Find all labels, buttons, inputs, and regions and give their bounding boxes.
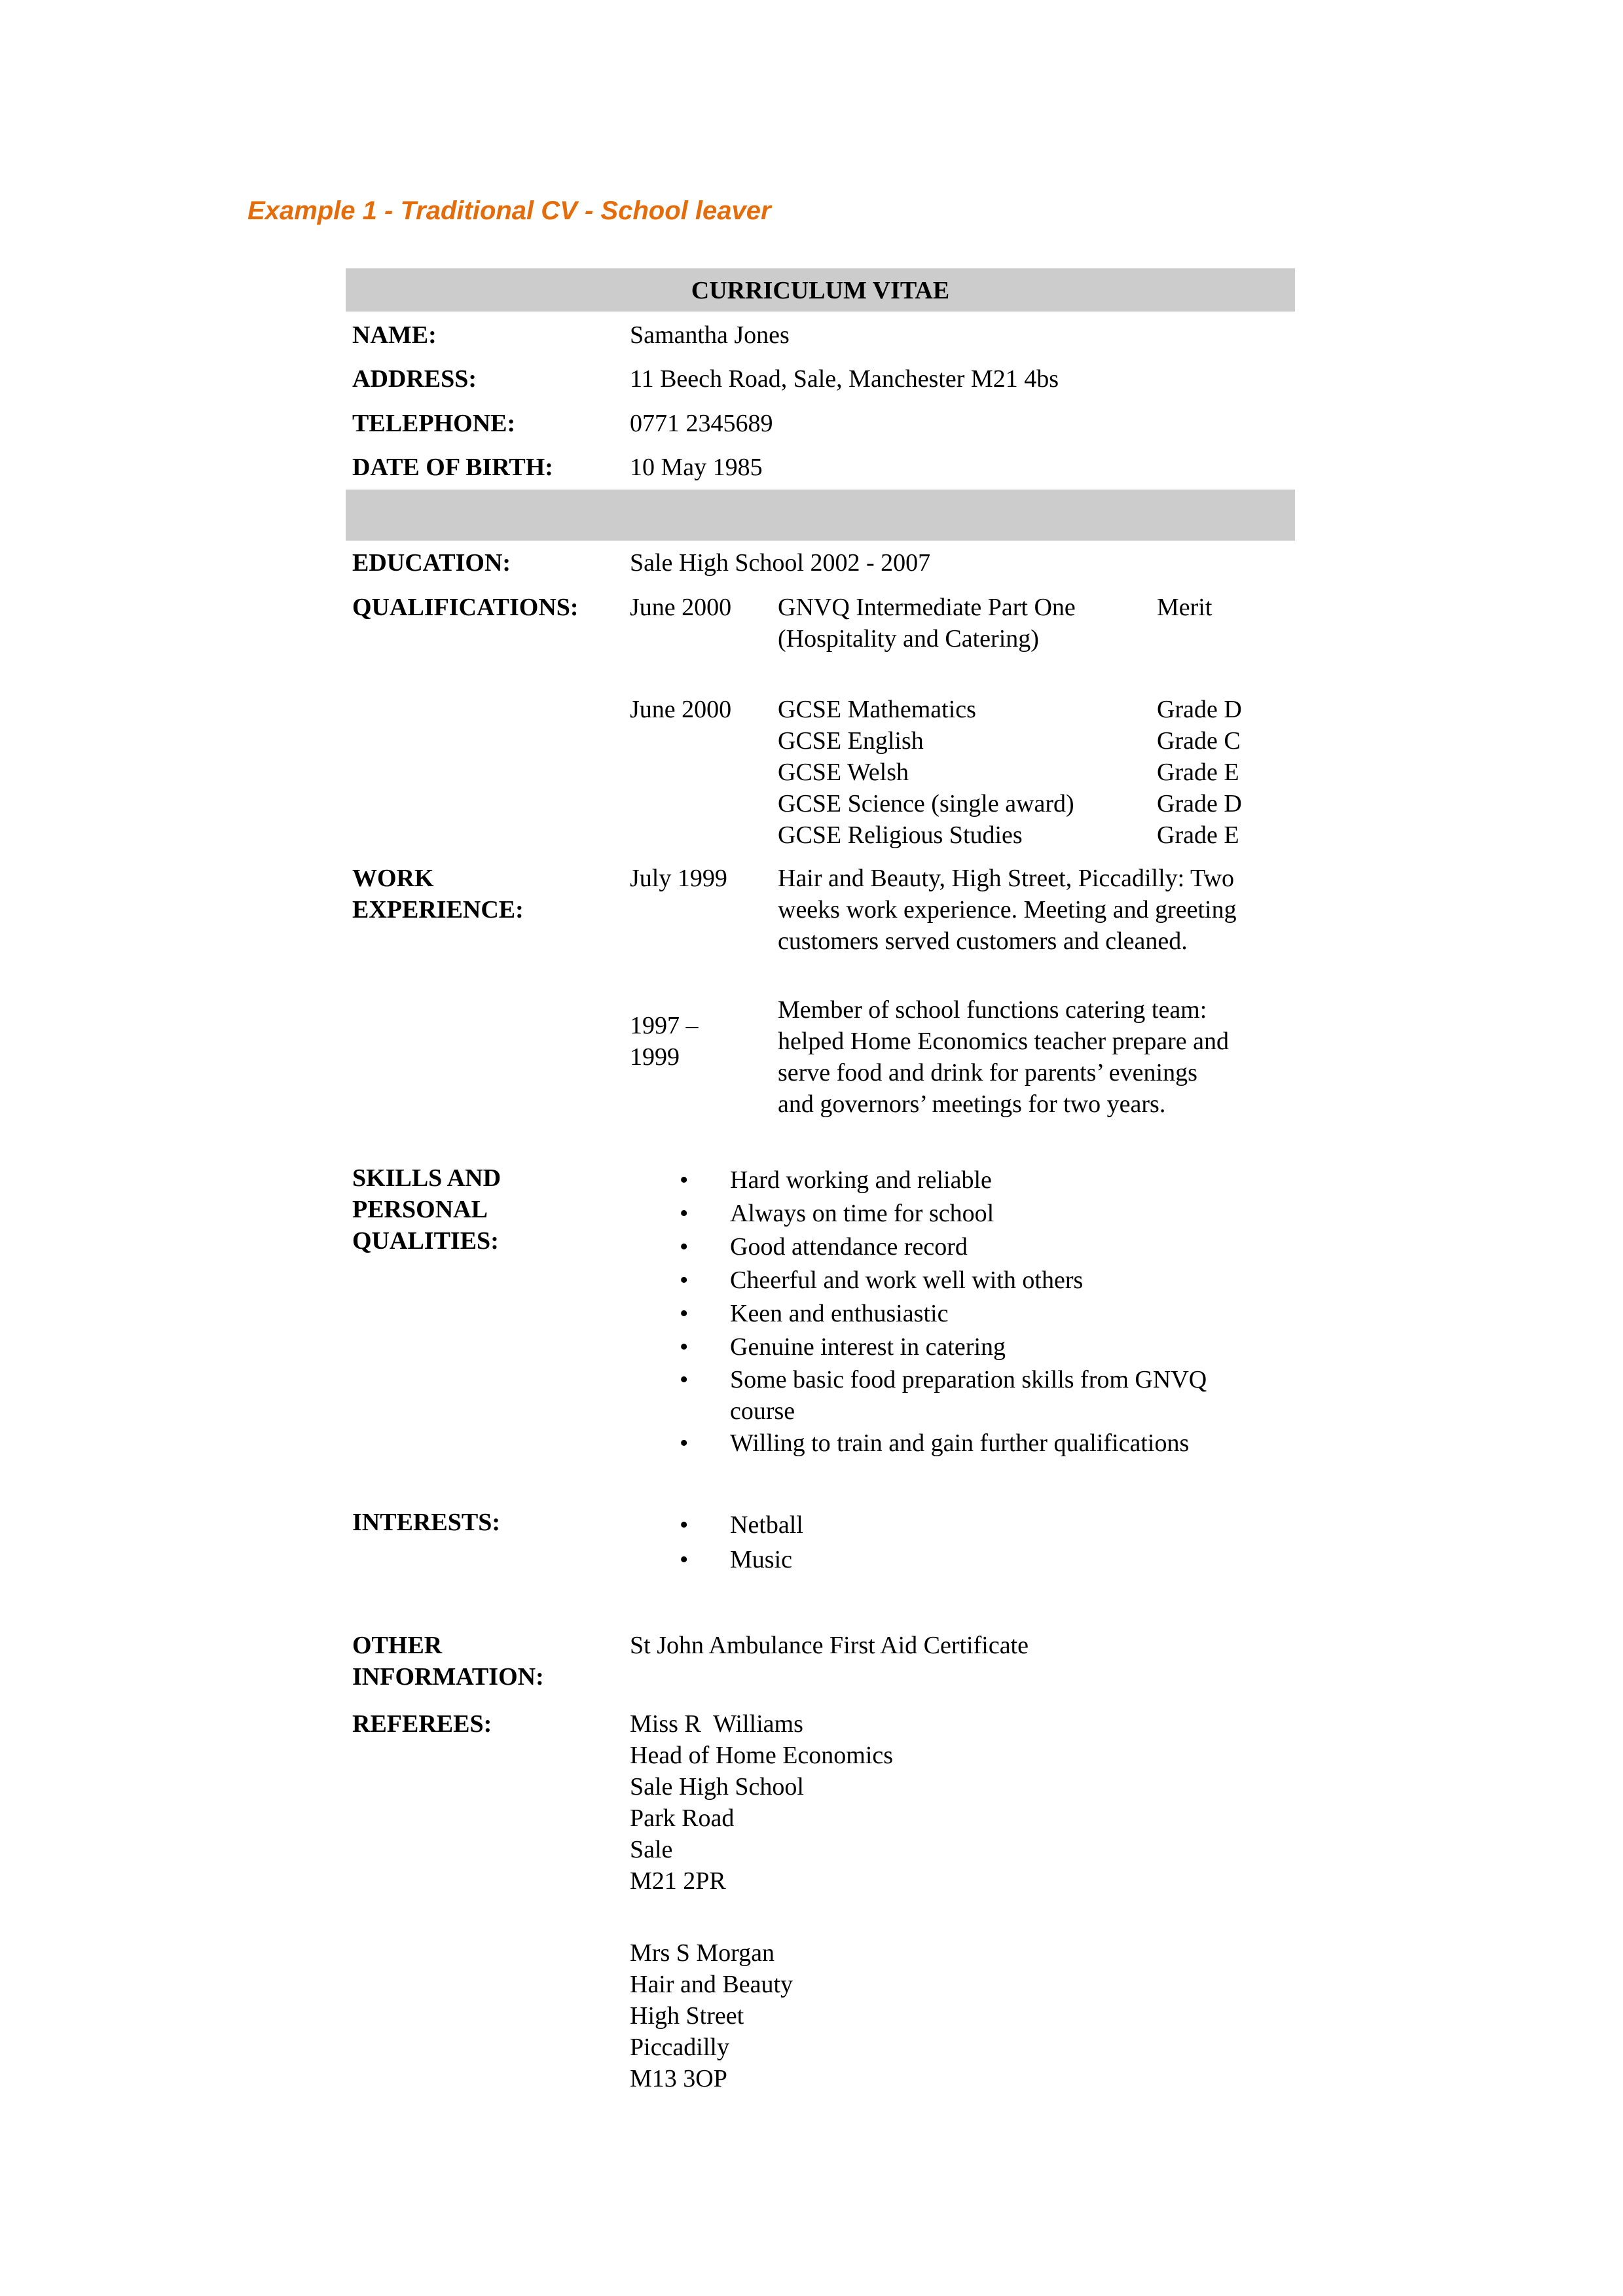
list-item: [680, 1297, 1207, 1331]
skills-label-line: QUALITIES:: [352, 1227, 499, 1255]
work-desc-line: Member of school functions catering team:: [778, 996, 1207, 1024]
bullet-icon: •: [680, 1300, 689, 1327]
referee-line: Mrs S Morgan: [630, 1939, 775, 1967]
gnvq-title-line: GNVQ Intermediate Part One: [778, 594, 1076, 621]
work-date-line: 1997 –: [630, 1012, 699, 1039]
skill-text: Genuine interest in catering: [730, 1333, 1006, 1361]
work-date-line: July 1999: [630, 865, 727, 892]
work-entry-1-date: [630, 863, 727, 894]
other-information-label: [352, 1630, 544, 1693]
gcse-subject: GCSE Religious Studies: [778, 821, 1023, 849]
bullet-icon: •: [680, 1546, 689, 1573]
qualifications-label: QUALIFICATIONS:: [352, 594, 579, 621]
gcse-date: June 2000: [630, 696, 732, 723]
list-item: [680, 1543, 803, 1577]
work-entry-2-date: [630, 1010, 699, 1073]
gcse-grade: Grade E: [1157, 821, 1239, 849]
gcse-grades: [1157, 694, 1242, 851]
gcse-subject: GCSE Welsh: [778, 759, 909, 786]
dob-label: DATE OF BIRTH:: [352, 454, 553, 481]
interests-list: [680, 1508, 803, 1577]
referee-line: Piccadilly: [630, 2034, 729, 2061]
skills-label-line: SKILLS AND: [352, 1164, 501, 1192]
section-divider-band: [346, 490, 1295, 541]
gcse-grade: Grade C: [1157, 727, 1241, 755]
referee-line: Sale High School: [630, 1773, 804, 1801]
list-item: [680, 1264, 1207, 1297]
referee-2: [630, 1937, 793, 2094]
referee-line: M21 2PR: [630, 1867, 726, 1895]
referee-line: Hair and Beauty: [630, 1971, 793, 1998]
other-label-line: OTHER: [352, 1632, 443, 1659]
gnvq-grade: Merit: [1157, 594, 1213, 621]
gnvq-title-line: (Hospitality and Catering): [778, 625, 1039, 653]
bullet-icon: •: [680, 1511, 689, 1539]
skills-list: [680, 1164, 1207, 1460]
referee-line: Miss R Williams: [630, 1710, 803, 1738]
work-desc-line: serve food and drink for parents’ evenings: [778, 1059, 1197, 1086]
gcse-subject: GCSE English: [778, 727, 924, 755]
work-desc-line: helped Home Economics teacher prepare and: [778, 1028, 1229, 1055]
list-item: [680, 1230, 1207, 1264]
skill-text: Some basic food preparation skills from GNVQ: [730, 1366, 1207, 1393]
name-label: NAME:: [352, 321, 437, 349]
gcse-subject: GCSE Science (single award): [778, 790, 1074, 817]
referee-1: [630, 1708, 893, 1897]
skill-text: Willing to train and gain further qualifications: [730, 1429, 1190, 1457]
skills-label-line: PERSONAL: [352, 1196, 488, 1223]
skill-text-continued: course: [730, 1397, 795, 1425]
address-label: ADDRESS:: [352, 365, 477, 393]
name-value: Samantha Jones: [630, 321, 790, 349]
bullet-icon: •: [680, 1333, 689, 1361]
other-label-line: INFORMATION:: [352, 1663, 544, 1691]
work-desc-line: and governors’ meetings for two years.: [778, 1090, 1166, 1118]
referees-label: REFEREES:: [352, 1710, 492, 1738]
bullet-icon: •: [680, 1266, 689, 1294]
work-label-line: EXPERIENCE:: [352, 896, 524, 924]
skill-text: Good attendance record: [730, 1233, 968, 1261]
referee-line: Sale: [630, 1836, 673, 1863]
work-desc-line: Hair and Beauty, High Street, Piccadilly: Two: [778, 865, 1235, 892]
page-heading: Example 1 - Traditional CV - School leaver: [247, 196, 771, 225]
education-value: Sale High School 2002 - 2007: [630, 549, 931, 577]
address-value: 11 Beech Road, Sale, Manchester M21 4bs: [630, 365, 1059, 393]
gcse-grade: Grade E: [1157, 759, 1239, 786]
interests-label: INTERESTS:: [352, 1509, 500, 1536]
work-date-line: 1999: [630, 1043, 680, 1071]
skill-text: Cheerful and work well with others: [730, 1266, 1084, 1294]
work-experience-label: [352, 863, 524, 925]
referee-line: M13 3OP: [630, 2065, 727, 2092]
dob-value: 10 May 1985: [630, 454, 763, 481]
other-information-value: St John Ambulance First Aid Certificate: [630, 1632, 1029, 1659]
bullet-icon: •: [680, 1429, 689, 1457]
work-desc-line: weeks work experience. Meeting and greeting: [778, 896, 1237, 924]
referee-line: High Street: [630, 2002, 744, 2030]
education-label: EDUCATION:: [352, 549, 511, 577]
bullet-icon: •: [680, 1366, 689, 1393]
telephone-value: 0771 2345689: [630, 410, 773, 437]
skill-text: Always on time for school: [730, 1200, 994, 1227]
telephone-label: TELEPHONE:: [352, 410, 516, 437]
gnvq-date: June 2000: [630, 594, 732, 621]
skill-text: Keen and enthusiastic: [730, 1300, 949, 1327]
skill-text: Hard working and reliable: [730, 1166, 992, 1194]
gcse-grade: Grade D: [1157, 696, 1242, 723]
gcse-subjects: [778, 694, 1074, 851]
referee-line: Park Road: [630, 1804, 735, 1832]
work-label-line: WORK: [352, 865, 434, 892]
bullet-icon: •: [680, 1200, 689, 1227]
interest-text: Netball: [730, 1511, 803, 1539]
list-item: [680, 1364, 1207, 1427]
list-item: [680, 1427, 1207, 1460]
gnvq-title: [778, 592, 1076, 655]
list-item: [680, 1508, 803, 1543]
referee-line: Head of Home Economics: [630, 1742, 894, 1769]
work-entry-2-description: [778, 994, 1229, 1120]
interest-text: Music: [730, 1546, 792, 1573]
skills-label: [352, 1162, 501, 1257]
gcse-grade: Grade D: [1157, 790, 1242, 817]
bullet-icon: •: [680, 1166, 689, 1194]
cv-title: CURRICULUM VITAE: [691, 277, 950, 304]
work-entry-1-description: [778, 863, 1237, 957]
list-item: [680, 1197, 1207, 1230]
list-item: [680, 1164, 1207, 1197]
list-item: [680, 1331, 1207, 1364]
bullet-icon: •: [680, 1233, 689, 1261]
work-desc-line: customers served customers and cleaned.: [778, 927, 1188, 955]
gcse-subject: GCSE Mathematics: [778, 696, 976, 723]
